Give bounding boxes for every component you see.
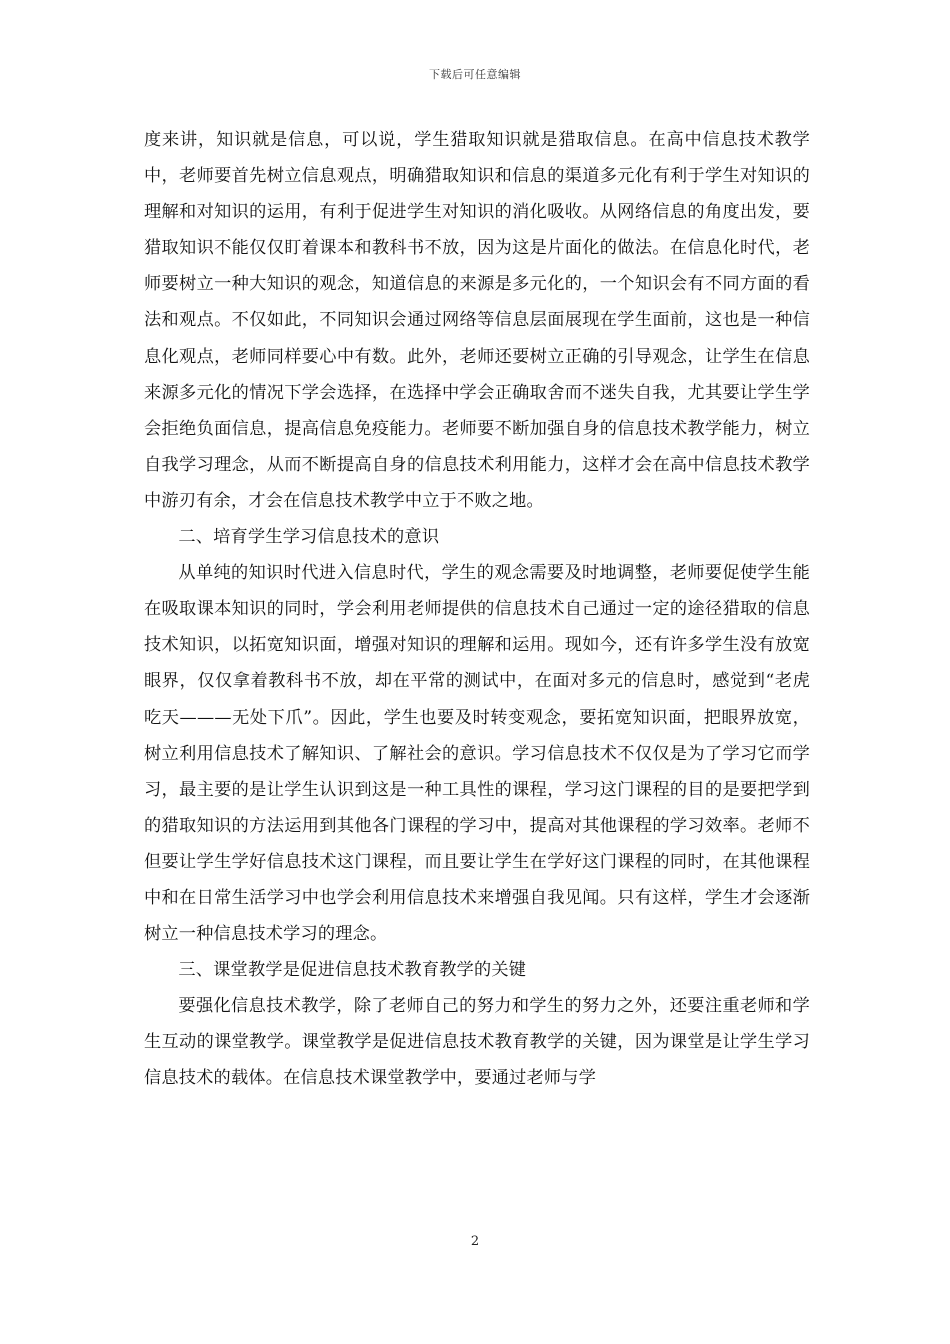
section-heading-2: 二、培育学生学习信息技术的意识 — [178, 527, 440, 548]
paragraph-section-2: 从单纯的知识时代进入信息时代，学生的观念需要及时地调整，老师要促使学生能在吸取课本知识的同时，学会利用老师提供的信息技术自己通过一定的途径猎取的信息技术知识，以拓宽知识面，增强对知识的理解和运用。现如今，还有许多学生没有放宽眼界，仅仅拿着教科书不放，却在平常的测试中，在面对多元的信息时，感觉到“老虎吃天———无处下爪”。因此，学生也要及时转变观念，要拓宽知识面，把眼界放宽，树立利用信息技术了解知识、了解社会的意识。学习信息技术不仅仅是为了学习它而学习，最主要的是让学生认识到这是一种工具性的课程，学习这门课程的目的是要把学到的猎取知识的方法运用到其他各门课程的学习中，提高对其他课程的学习效率。老师不但要让学生学好信息技术这门课程，而且要让学生在学好这门课程的同时，在其他课程中和在日常生活学习中也学会利用信息技术来增强自我见闻。只有这样，学生才会逐渐树立一种信息技术学习的理念。 — [144, 563, 810, 945]
page-number: 2 — [470, 1234, 480, 1249]
page-header: 下载后可任意编辑 — [429, 68, 521, 81]
paragraph-continued: 度来讲，知识就是信息，可以说，学生猎取知识就是猎取信息。在高中信息技术教学中，老师要首先树立信息观点，明确猎取知识和信息的渠道多元化有利于学生对知识的理解和对知识的运用，有利于促进学生对知识的消化吸收。从网络信息的角度出发，要猎取知识不能仅仅盯着课本和教科书不放，因为这是片面化的做法。在信息化时代，老师要树立一种大知识的观念，知道信息的来源是多元化的，一个知识会有不同方面的看法和观点。不仅如此，不同知识会通过网络等信息层面展现在学生面前，这也是一种信息化观点，老师同样要心中有数。此外，老师还要树立正确的引导观念，让学生在信息来源多元化的情况下学会选择，在选择中学会正确取舍而不迷失自我，尤其要让学生学会拒绝负面信息，提高信息免疫能力。老师要不断加强自身的信息技术教学能力，树立自我学习理念，从而不断提高自身的信息技术利用能力，这样才会在高中信息技术教学中游刃有余，才会在信息技术教学中立于不败之地。 — [144, 130, 810, 511]
section-heading-3: 三、课堂教学是促进信息技术教育教学的关键 — [178, 960, 527, 981]
document-body — [144, 122, 810, 1097]
paragraph-section-3: 要强化信息技术教学，除了老师自己的努力和学生的努力之外，还要注重老师和学生互动的课堂教学。课堂教学是促进信息技术教育教学的关键，因为课堂是让学生学习信息技术的载体。在信息技术课堂教学中，要通过老师与学 — [144, 996, 810, 1089]
